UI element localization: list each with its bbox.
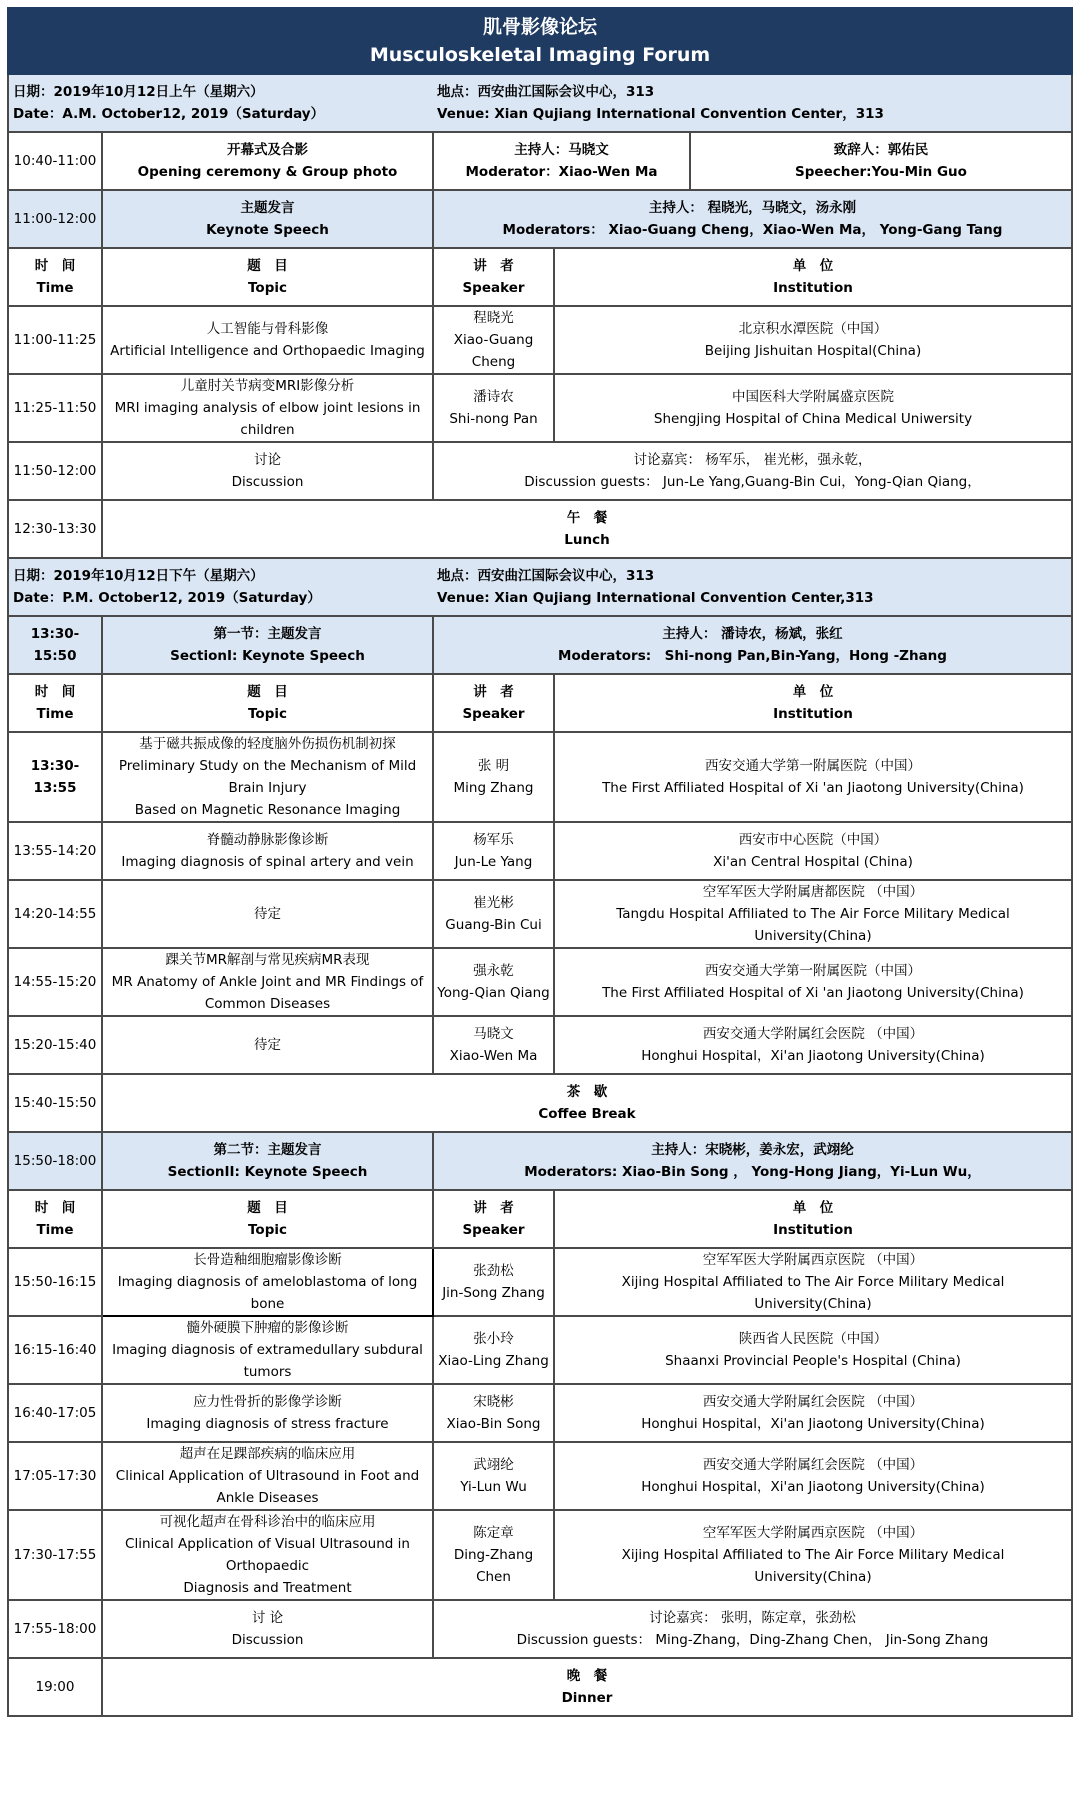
- forum-title: [8, 8, 1072, 74]
- keynote-moderators: 主持人： 程晓光，马晓文，汤永刚 Moderators： Xiao-Guang Cheng，Xiao-Wen Ma， Yong-Gang Tang: [433, 190, 1072, 248]
- section2-row: [8, 1132, 1072, 1190]
- talk-time: 15:50-16:15: [8, 1248, 102, 1316]
- talk-time: 15:20-15:40: [8, 1016, 102, 1074]
- section-title: 第一节：主题发言 SectionI: Keynote Speech: [102, 616, 433, 674]
- talk-time: 13:30-13:55: [8, 732, 102, 822]
- am-discussion-row: [8, 442, 1072, 500]
- talk-institution: 西安交通大学附属红会医院 （中国） Honghui Hospital，Xi'an Jiaotong University(China): [554, 1442, 1072, 1510]
- talk-speaker: 马晓文 Xiao-Wen Ma: [433, 1016, 554, 1074]
- talk-time: 11:00-11:25: [8, 306, 102, 374]
- talk-institution: 西安交通大学第一附属医院（中国） The First Affiliated Hospital of Xi 'an Jiaotong University(China): [554, 948, 1072, 1016]
- talk-speaker: 潘诗农 Shi-nong Pan: [433, 374, 554, 442]
- pm-date-row: [8, 558, 1072, 616]
- talk-topic: 脊髓动静脉影像诊断 Imaging diagnosis of spinal artery and vein: [102, 822, 433, 880]
- talk-time: 14:55-15:20: [8, 948, 102, 1016]
- talk-speaker: 张 明 Ming Zhang: [433, 732, 554, 822]
- talk-speaker: 张劲松 Jin-Song Zhang: [433, 1248, 554, 1316]
- col-header-time: 时 间 Time: [8, 1190, 102, 1248]
- talk-institution: 空军军医大学附属唐都医院 （中国） Tangdu Hospital Affiliated to The Air Force Military Medical University(China): [554, 880, 1072, 948]
- col-header-speaker: 讲 者 Speaker: [433, 1190, 554, 1248]
- talk-topic: 基于磁共振成像的轻度脑外伤损伤机制初探 Preliminary Study on the Mechanism of Mild Brain Injury Based on Magnetic Resonance Imaging: [102, 732, 433, 822]
- talk-time: 17:30-17:55: [8, 1510, 102, 1600]
- talk-row: [8, 306, 1072, 374]
- opening-speecher: 致辞人：郭佑民 Speecher:You-Min Guo: [690, 132, 1072, 190]
- talk-row: [8, 822, 1072, 880]
- col-header-speaker: 讲 者 Speaker: [433, 674, 554, 732]
- talk-row: [8, 948, 1072, 1016]
- discussion-time: 11:50-12:00: [8, 442, 102, 500]
- section-time: 15:50-18:00: [8, 1132, 102, 1190]
- col-header-institution: 单 位 Institution: [554, 674, 1072, 732]
- talk-row: [8, 1442, 1072, 1510]
- talk-row: [8, 1384, 1072, 1442]
- col-header-topic: 题 目 Topic: [102, 1190, 433, 1248]
- talk-speaker: 武翊纶 Yi-Lun Wu: [433, 1442, 554, 1510]
- break-label: 茶 歇 Coffee Break: [102, 1074, 1072, 1132]
- column-header-row: [8, 1190, 1072, 1248]
- talk-speaker: 宋晓彬 Xiao-Bin Song: [433, 1384, 554, 1442]
- title-cn: 肌骨影像论坛: [482, 16, 597, 38]
- talk-topic: 髓外硬膜下肿瘤的影像诊断 Imaging diagnosis of extramedullary subdural tumors: [102, 1316, 433, 1384]
- discussion-title: 讨 论 Discussion: [102, 1600, 433, 1658]
- col-header-institution: 单 位 Institution: [554, 1190, 1072, 1248]
- discussion-time: 17:55-18:00: [8, 1600, 102, 1658]
- am-venue: 地点：西安曲江国际会议中心，313 Venue: Xian Qujiang International Convention Center，313: [433, 74, 1072, 132]
- keynote-title: 主题发言 Keynote Speech: [102, 190, 433, 248]
- talk-topic: 踝关节MR解剖与常见疾病MR表现 MR Anatomy of Ankle Joint and MR Findings of Common Diseases: [102, 948, 433, 1016]
- date: 日期：2019年10月12日下午（星期六） Date：P.M. October12, 2019（Saturday）: [8, 558, 433, 616]
- forum-header: [8, 8, 1072, 74]
- talk-speaker: 杨军乐 Jun-Le Yang: [433, 822, 554, 880]
- keynote-time: 11:00-12:00: [8, 190, 102, 248]
- opening-title: 开幕式及合影 Opening ceremony & Group photo: [102, 132, 433, 190]
- talk-institution: 空军军医大学附属西京医院 （中国） Xijing Hospital Affiliated to The Air Force Military Medical University(China): [554, 1248, 1072, 1316]
- talk-topic: 待定: [102, 880, 433, 948]
- am-date: 日期：2019年10月12日上午（星期六） Date：A.M. October12, 2019（Saturday）: [8, 74, 433, 132]
- talk-row: [8, 374, 1072, 442]
- talk-time: 16:40-17:05: [8, 1384, 102, 1442]
- talk-institution: 西安交通大学第一附属医院（中国） The First Affiliated Hospital of Xi 'an Jiaotong University(China): [554, 732, 1072, 822]
- talk-speaker: 程晓光 Xiao-Guang Cheng: [433, 306, 554, 374]
- talk-topic: 人工智能与骨科影像 Artificial Intelligence and Orthopaedic Imaging: [102, 306, 433, 374]
- schedule-table: [7, 7, 1073, 1717]
- section-time: 13:30-15:50: [8, 616, 102, 674]
- talk-time: 14:20-14:55: [8, 880, 102, 948]
- talk-time: 17:05-17:30: [8, 1442, 102, 1510]
- talk-institution: 西安交通大学附属红会医院 （中国） Honghui Hospital，Xi'an Jiaotong University(China): [554, 1384, 1072, 1442]
- talk-institution: 陕西省人民医院（中国） Shaanxi Provincial People's Hospital (China): [554, 1316, 1072, 1384]
- talk-speaker: 崔光彬 Guang-Bin Cui: [433, 880, 554, 948]
- discussion-title: 讨论 Discussion: [102, 442, 433, 500]
- talk-institution: 北京积水潭医院（中国） Beijing Jishuitan Hospital(China): [554, 306, 1072, 374]
- opening-row: [8, 132, 1072, 190]
- section-moderators: 主持人： 潘诗农，杨斌，张红 Moderators: Shi-nong Pan,Bin-Yang，Hong -Zhang: [433, 616, 1072, 674]
- talk-speaker: 张小玲 Xiao-Ling Zhang: [433, 1316, 554, 1384]
- forum-schedule: [7, 7, 1071, 1717]
- break-label: 午 餐 Lunch: [102, 500, 1072, 558]
- talk-topic: 长骨造釉细胞瘤影像诊断 Imaging diagnosis of ameloblastoma of long bone: [102, 1248, 433, 1316]
- talk-topic: 可视化超声在骨科诊治中的临床应用 Clinical Application of Visual Ultrasound in Orthopaedic Diagnosis and Treatment: [102, 1510, 433, 1600]
- talk-time: 16:15-16:40: [8, 1316, 102, 1384]
- talk-topic: 应力性骨折的影像学诊断 Imaging diagnosis of stress fracture: [102, 1384, 433, 1442]
- talk-time: 11:25-11:50: [8, 374, 102, 442]
- column-header-row: [8, 674, 1072, 732]
- col-header-topic: 题 目 Topic: [102, 674, 433, 732]
- keynote-row: [8, 190, 1072, 248]
- col-header-time: 时 间 Time: [8, 674, 102, 732]
- talk-time: 13:55-14:20: [8, 822, 102, 880]
- discussion-guests: 讨论嘉宾： 张明，陈定章，张劲松 Discussion guests： Ming-Zhang，Ding-Zhang Chen， Jin-Song Zhang: [433, 1600, 1072, 1658]
- lunch-row: [8, 500, 1072, 558]
- talk-speaker: 陈定章 Ding-Zhang Chen: [433, 1510, 554, 1600]
- opening-moderator: 主持人：马晓文 Moderator：Xiao-Wen Ma: [433, 132, 690, 190]
- talk-institution: 中国医科大学附属盛京医院 Shengjing Hospital of China Medical Uniwersity: [554, 374, 1072, 442]
- talk-topic: 待定: [102, 1016, 433, 1074]
- col-header-institution: 单 位 Institution: [554, 248, 1072, 306]
- section-title: 第二节：主题发言 SectionII: Keynote Speech: [102, 1132, 433, 1190]
- col-header-speaker: 讲 者 Speaker: [433, 248, 554, 306]
- discussion-guests: 讨论嘉宾： 杨军乐， 崔光彬，强永乾， Discussion guests： Jun-Le Yang,Guang-Bin Cui，Yong-Qian Qiang，: [433, 442, 1072, 500]
- talk-row: [8, 1016, 1072, 1074]
- talk-topic: 儿童肘关节病变MRI影像分析 MRI imaging analysis of elbow joint lesions in children: [102, 374, 433, 442]
- opening-time: 10:40-11:00: [8, 132, 102, 190]
- coffee-break-row: [8, 1074, 1072, 1132]
- section1-row: [8, 616, 1072, 674]
- pm-discussion-row: [8, 1600, 1072, 1658]
- column-header-row: [8, 248, 1072, 306]
- am-date-row: [8, 74, 1072, 132]
- talk-topic: 超声在足踝部疾病的临床应用 Clinical Application of Ultrasound in Foot and Ankle Diseases: [102, 1442, 433, 1510]
- col-header-topic: 题 目 Topic: [102, 248, 433, 306]
- talk-institution: 西安交通大学附属红会医院 （中国） Honghui Hospital，Xi'an Jiaotong University(China): [554, 1016, 1072, 1074]
- break-time: 15:40-15:50: [8, 1074, 102, 1132]
- talk-row: [8, 1248, 1072, 1316]
- talk-row: [8, 732, 1072, 822]
- title-en: Musculoskeletal Imaging Forum: [369, 44, 711, 66]
- talk-institution: 空军军医大学附属西京医院 （中国） Xijing Hospital Affiliated to The Air Force Military Medical University(China): [554, 1510, 1072, 1600]
- talk-row: [8, 1316, 1072, 1384]
- section-moderators: 主持人：宋晓彬，姜永宏，武翊纶 Moderators: Xiao-Bin Song ， Yong-Hong Jiang，Yi-Lun Wu，: [433, 1132, 1072, 1190]
- talk-speaker: 强永乾 Yong-Qian Qiang: [433, 948, 554, 1016]
- col-header-time: 时 间 Time: [8, 248, 102, 306]
- break-time: 19:00: [8, 1658, 102, 1716]
- break-label: 晚 餐 Dinner: [102, 1658, 1072, 1716]
- venue: 地点：西安曲江国际会议中心，313 Venue: Xian Qujiang International Convention Center,313: [433, 558, 1072, 616]
- dinner-row: [8, 1658, 1072, 1716]
- talk-row: [8, 1510, 1072, 1600]
- talk-row: [8, 880, 1072, 948]
- break-time: 12:30-13:30: [8, 500, 102, 558]
- talk-institution: 西安市中心医院（中国） Xi'an Central Hospital (China): [554, 822, 1072, 880]
